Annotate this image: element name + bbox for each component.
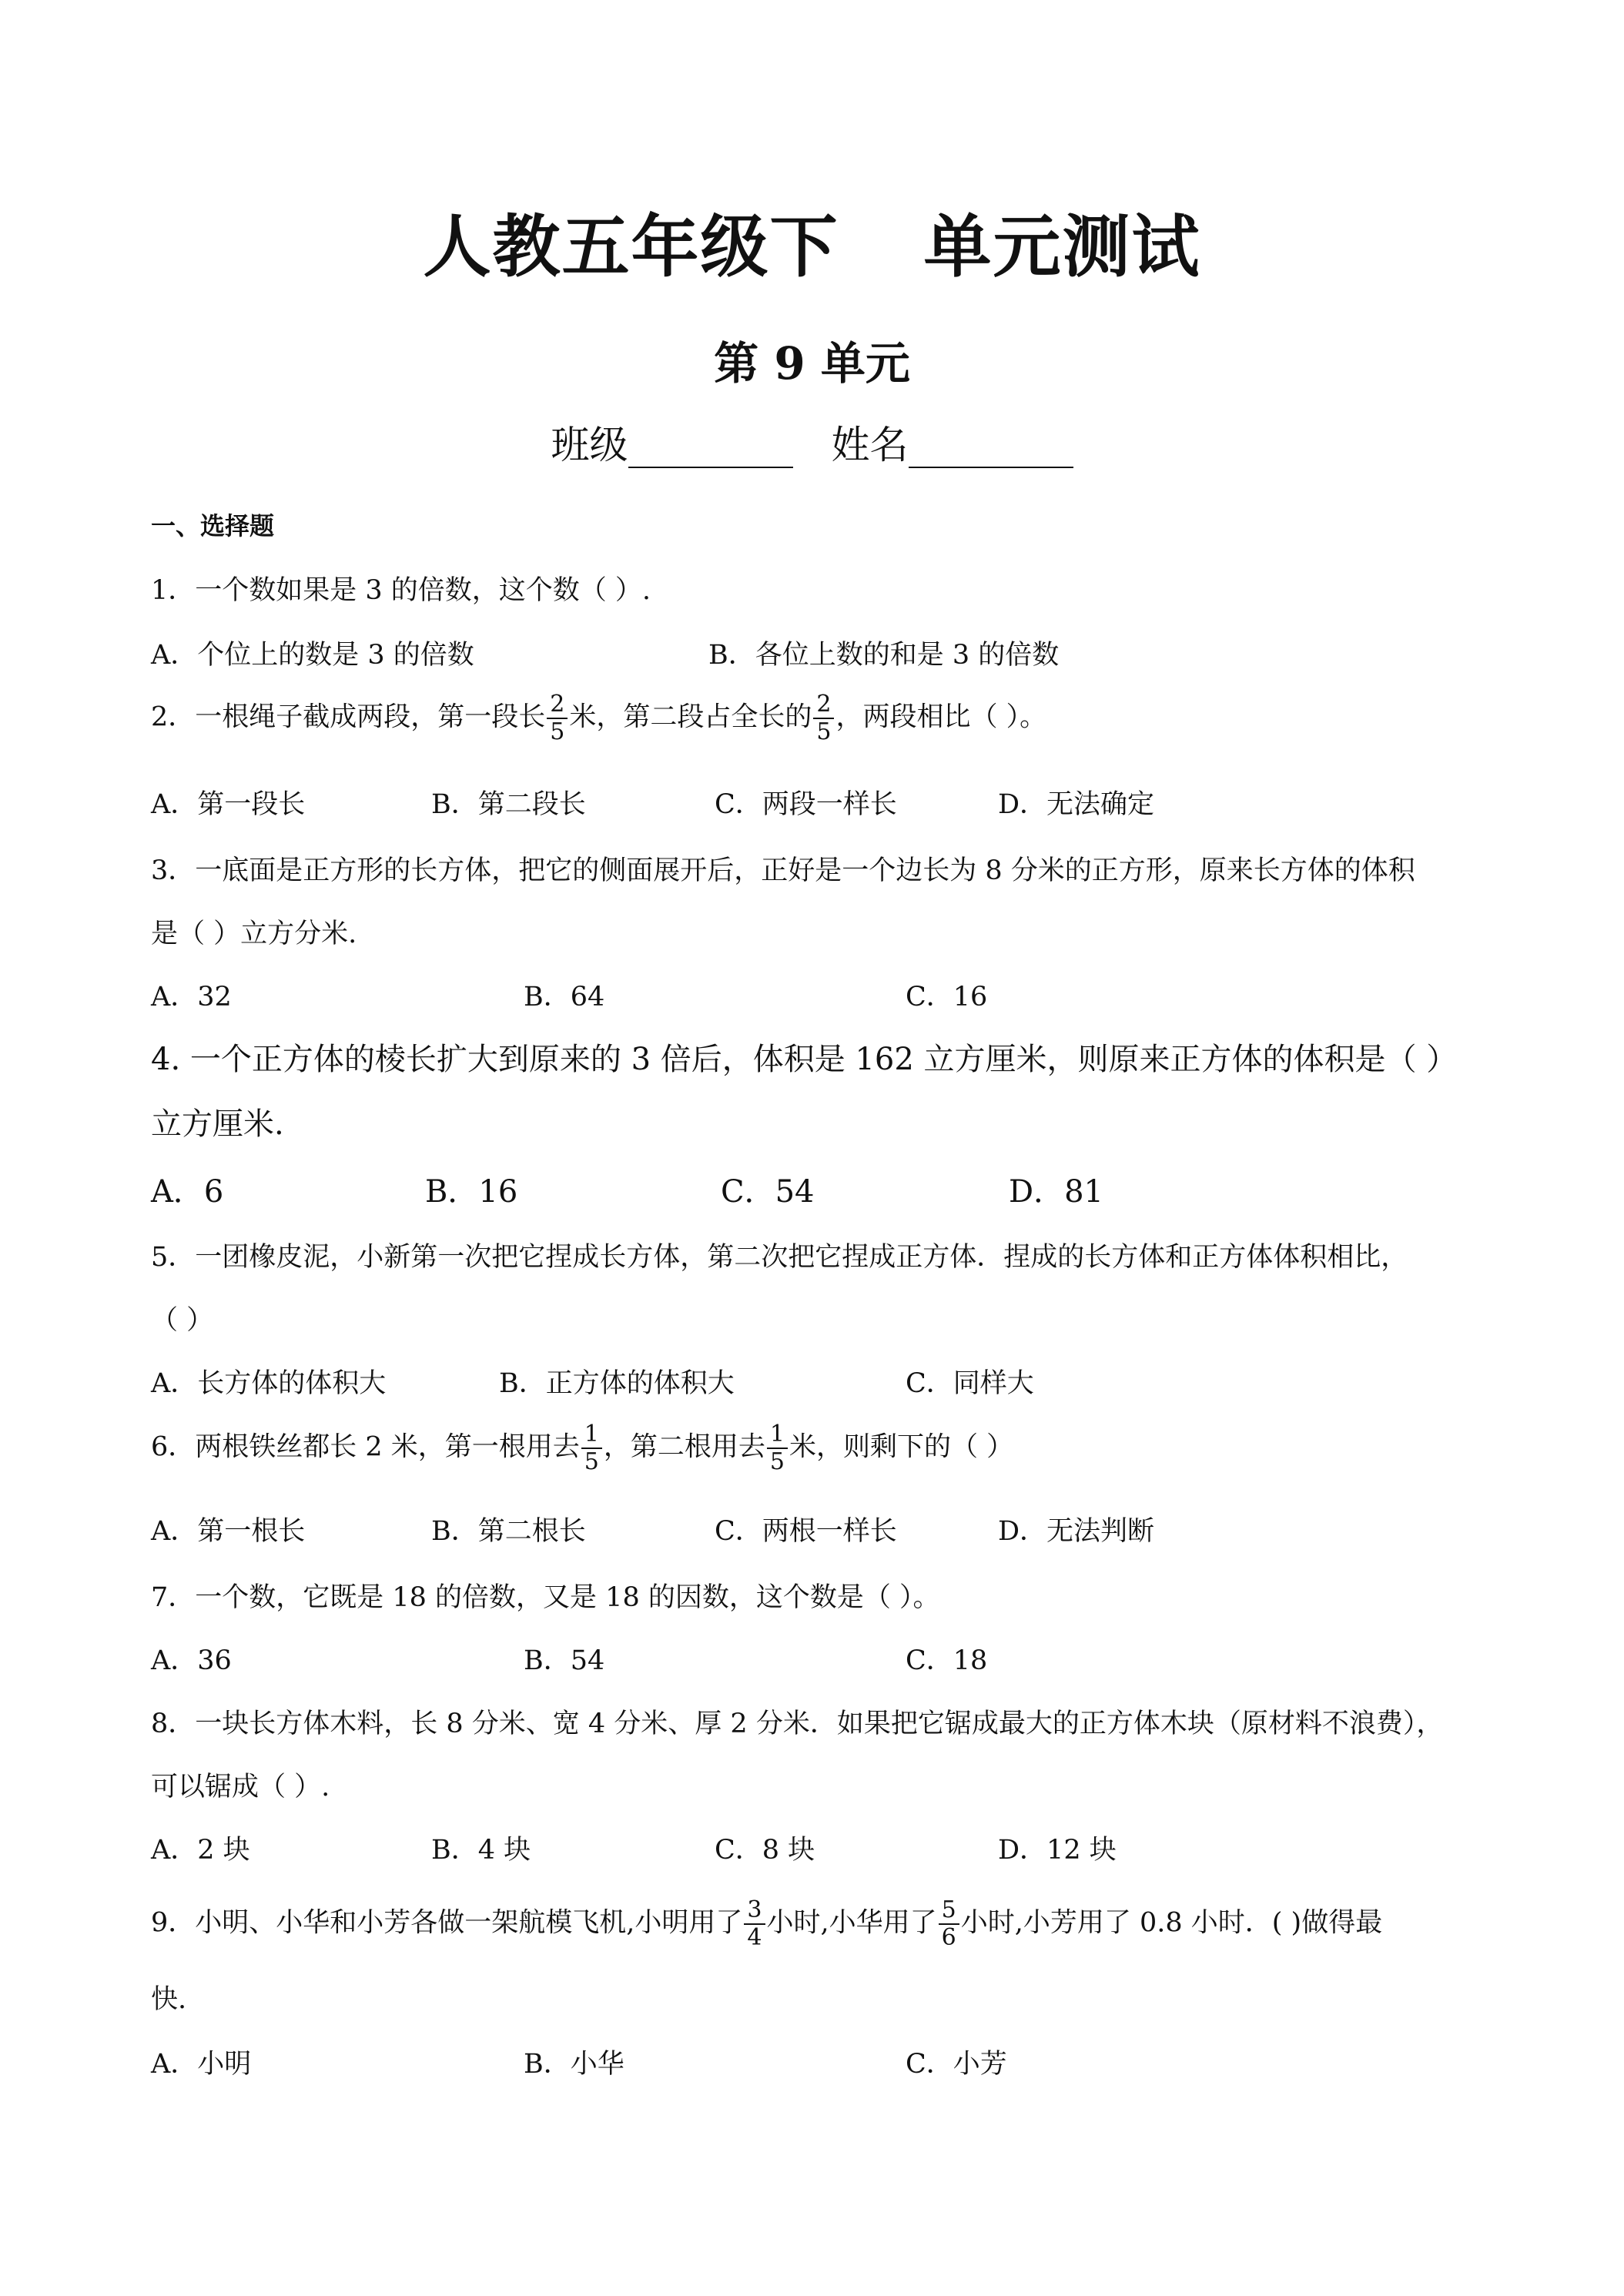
question-2-option-c[interactable]: C．两段一样长 <box>715 789 897 820</box>
question-1-option-a[interactable]: A．个位上的数是 3 的倍数 <box>151 640 474 671</box>
question-6-option-b[interactable]: B．第二根长 <box>431 1516 586 1547</box>
question-5-option-b[interactable]: B．正方体的体积大 <box>499 1368 735 1399</box>
question-3-option-c[interactable]: C．16 <box>906 982 988 1012</box>
question-4-option-a[interactable]: A．6 <box>151 1174 224 1210</box>
question-2-stem: 2．一根绳子截成两段，第一段长 $\frac{2}{5}$ 米，第二段占全长的 $\frac{2}{5}$ ，两段相比（ ）。 <box>151 691 1047 745</box>
question-5-option-c[interactable]: C．同样大 <box>906 1368 1034 1399</box>
question-9-option-b[interactable]: B．小华 <box>524 2049 624 2080</box>
fraction: $\frac{2}{5}$ <box>813 693 834 744</box>
question-7-option-c[interactable]: C．18 <box>906 1645 988 1676</box>
question-6-stem: 6．两根铁丝都长 2 米，第一根用去 $\frac{1}{5}$ ，第二根用去 $\frac{1}{5}$ 米，则剩下的（ ） <box>151 1421 1014 1475</box>
unit-subtitle: 第 9 单元 <box>714 337 910 390</box>
class-label: 班级 <box>551 423 628 467</box>
question-3-option-a[interactable]: A．32 <box>151 982 232 1012</box>
question-9-option-a[interactable]: A．小明 <box>151 2049 252 2080</box>
question-3-stem-line-1: 3．一底面是正方形的长方体，把它的侧面展开后，正好是一个边长为 8 分米的正方形，原来长方体的体积 <box>151 855 1415 886</box>
question-7-stem: 7．一个数，它既是 18 的倍数，又是 18 的因数，这个数是（ ）。 <box>151 1582 940 1613</box>
fraction: $\frac{1}{5}$ <box>581 1423 602 1474</box>
question-5-option-a[interactable]: A．长方体的体积大 <box>151 1368 387 1399</box>
question-5-stem-line-1: 5．一团橡皮泥，小新第一次把它捏成长方体，第二次把它捏成正方体．捏成的长方体和正方体体积相比， <box>151 1242 1408 1273</box>
question-6-option-a[interactable]: A．第一根长 <box>151 1516 306 1547</box>
fraction: $\frac{3}{4}$ <box>744 1899 765 1950</box>
question-7-option-a[interactable]: A．36 <box>151 1645 232 1676</box>
name-label: 姓名 <box>831 423 909 467</box>
title-right: 单元测试 <box>923 207 1201 286</box>
question-9-stem-line-1: 9．小明、小华和小芳各做一架航模飞机,小明用了 $\frac{3}{4}$ 小时,小华用了 $\frac{5}{6}$ 小时,小芳用了 0.8 小时．( )做得最 <box>151 1896 1383 1951</box>
question-9-option-c[interactable]: C．小芳 <box>906 2049 1007 2080</box>
question-6-option-d[interactable]: D．无法判断 <box>998 1516 1155 1547</box>
fraction: $\frac{2}{5}$ <box>547 693 568 744</box>
title-left: 人教五年级下 <box>423 207 839 286</box>
question-4-stem-line-2: 立方厘米. <box>151 1106 284 1142</box>
question-2-option-d[interactable]: D．无法确定 <box>998 789 1155 820</box>
main-title <box>0 206 1624 288</box>
question-8-stem-line-1: 8．一块长方体木料，长 8 分米、宽 4 分米、厚 2 分米．如果把它锯成最大的正方体木块（原材料不浪费）， <box>151 1709 1444 1739</box>
fraction: $\frac{5}{6}$ <box>939 1899 959 1950</box>
class-blank[interactable] <box>628 431 793 468</box>
question-3-option-b[interactable]: B．64 <box>524 982 605 1012</box>
question-8-stem-line-2: 可以锯成（ ）. <box>151 1772 330 1802</box>
question-7-option-b[interactable]: B．54 <box>524 1645 605 1676</box>
question-2-option-a[interactable]: A．第一段长 <box>151 789 306 820</box>
question-4-option-b[interactable]: B．16 <box>425 1174 518 1210</box>
question-1-option-b[interactable]: B．各位上数的和是 3 的倍数 <box>708 640 1060 671</box>
question-2-option-b[interactable]: B．第二段长 <box>431 789 586 820</box>
question-1-stem: 1．一个数如果是 3 的倍数，这个数（ ）. <box>151 575 651 606</box>
question-8-option-b[interactable]: B．4 块 <box>431 1835 531 1866</box>
question-8-option-d[interactable]: D．12 块 <box>998 1835 1117 1866</box>
question-8-option-c[interactable]: C．8 块 <box>715 1835 815 1866</box>
name-blank[interactable] <box>909 431 1073 468</box>
question-3-stem-line-2: 是（ ）立方分米. <box>151 919 357 949</box>
section-title: 一、选择题 <box>151 511 275 541</box>
student-info <box>0 422 1624 468</box>
question-9-stem-line-2: 快. <box>151 1984 187 2015</box>
question-5-stem-line-2: （ ） <box>151 1305 214 1336</box>
question-4-option-d[interactable]: D．81 <box>1009 1174 1103 1210</box>
question-4-stem-line-1: 4. 一个正方体的棱长扩大到原来的 3 倍后，体积是 162 立方厘米，则原来正方体的体积是（ ） <box>151 1042 1458 1077</box>
fraction: $\frac{1}{5}$ <box>767 1423 788 1474</box>
question-4-option-c[interactable]: C．54 <box>721 1174 815 1210</box>
question-6-option-c[interactable]: C．两根一样长 <box>715 1516 897 1547</box>
question-8-option-a[interactable]: A．2 块 <box>151 1835 250 1866</box>
